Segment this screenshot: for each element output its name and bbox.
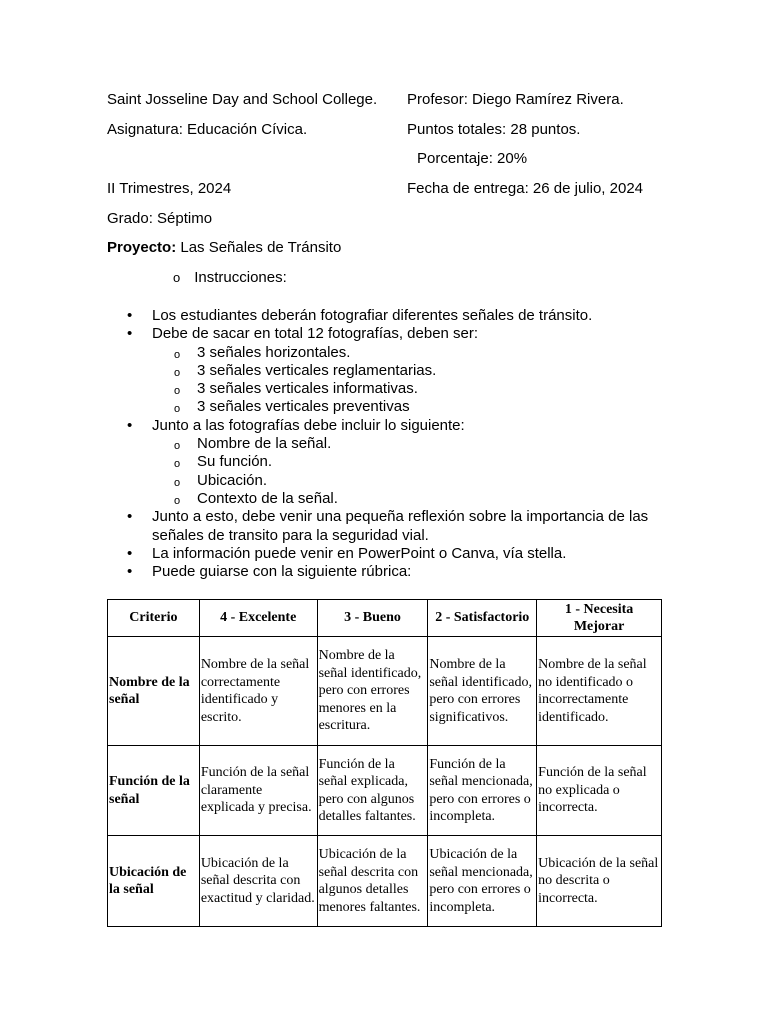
table-cell: Ubicación de la señal descrita con exactitud y claridad.	[199, 836, 317, 927]
percentage: Porcentaje: 20%	[417, 150, 528, 167]
instructions-list	[107, 307, 667, 581]
table-cell: Nombre de la señal identificado, pero con errores significativos.	[428, 637, 537, 746]
column-header: 3 - Bueno	[317, 600, 428, 637]
table-row	[108, 637, 662, 746]
column-header: 2 - Satisfactorio	[428, 600, 537, 637]
rubric-table	[107, 599, 662, 927]
table-cell: Ubicación de la señal no descrita o incorrecta.	[537, 836, 662, 927]
sub-list-item: o Ubicación.	[152, 472, 667, 490]
photo-types-list	[152, 344, 667, 417]
table-cell: Función de la señal claramente explicada y precisa.	[199, 746, 317, 836]
list-item: • Los estudiantes deberán fotografiar diferentes señales de tránsito.	[107, 307, 667, 325]
table-cell: Ubicación de la señal mencionada, pero con errores o incompleta.	[428, 836, 537, 927]
list-item: • Puede guiarse con la siguiente rúbrica:	[107, 563, 667, 581]
table-cell: Ubicación de la señal descrita con algunos detalles menores faltantes.	[317, 836, 428, 927]
column-header: 4 - Excelente	[199, 600, 317, 637]
sub-list-item: o Contexto de la señal.	[152, 490, 667, 508]
include-list	[152, 435, 667, 508]
sub-list-item: o 3 señales verticales informativas.	[152, 380, 667, 398]
sub-list-item: o 3 señales verticales reglamentarias.	[152, 362, 667, 380]
column-header: Criterio	[108, 600, 200, 637]
grade: Grado: Séptimo	[107, 210, 213, 227]
project-title	[107, 239, 341, 257]
list-item: • Junto a esto, debe venir una pequeña reflexión sobre la importancia de las señales de transito para la seguridad vial.	[107, 508, 667, 545]
list-item	[107, 325, 667, 416]
table-cell: Función de la señal no explicada o incorrecta.	[537, 746, 662, 836]
instructions-marker: o	[173, 270, 181, 285]
table-cell: Función de la señal explicada, pero con algunos detalles faltantes.	[317, 746, 428, 836]
sub-list-item: o 3 señales verticales preventivas	[152, 398, 667, 416]
total-points: Puntos totales: 28 puntos.	[407, 121, 581, 138]
sub-list-item: o Nombre de la señal.	[152, 435, 667, 453]
table-row	[108, 746, 662, 836]
table-cell: Nombre de la señal no identificado o incorrectamente identificado.	[537, 637, 662, 746]
list-item-text: Junto a las fotografías debe incluir lo siguiente:	[152, 416, 465, 434]
project-label: Proyecto:	[107, 239, 177, 256]
list-item: • La información puede venir en PowerPoint o Canva, vía stella.	[107, 545, 667, 563]
list-item-text: Debe de sacar en total 12 fotografías, deben ser:	[152, 325, 479, 343]
term: II Trimestres, 2024	[107, 180, 232, 197]
table-cell: Nombre de la señal identificado, pero con errores menores en la escritura.	[317, 637, 428, 746]
teacher-name: Profesor: Diego Ramírez Rivera.	[407, 91, 624, 108]
school-name: Saint Josseline Day and School College.	[107, 91, 378, 108]
list-item	[107, 417, 667, 508]
instructions-label: Instrucciones:	[194, 269, 287, 286]
table-header-row	[108, 600, 662, 637]
table-row	[108, 836, 662, 927]
subject: Asignatura: Educación Cívica.	[107, 121, 308, 138]
due-date: Fecha de entrega: 26 de julio, 2024	[407, 180, 644, 197]
sub-list-item: o Su función.	[152, 453, 667, 471]
criterion-cell: Ubicación de la señal	[108, 836, 200, 927]
table-cell: Nombre de la señal correctamente identificado y escrito.	[199, 637, 317, 746]
criterion-cell: Función de la señal	[108, 746, 200, 836]
sub-list-item: o 3 señales horizontales.	[152, 344, 667, 362]
criterion-cell: Nombre de la señal	[108, 637, 200, 746]
table-cell: Función de la señal mencionada, pero con errores o incompleta.	[428, 746, 537, 836]
project-name: Las Señales de Tránsito	[176, 239, 342, 256]
column-header: 1 - Necesita Mejorar	[537, 600, 662, 637]
instructions-heading	[173, 269, 287, 286]
